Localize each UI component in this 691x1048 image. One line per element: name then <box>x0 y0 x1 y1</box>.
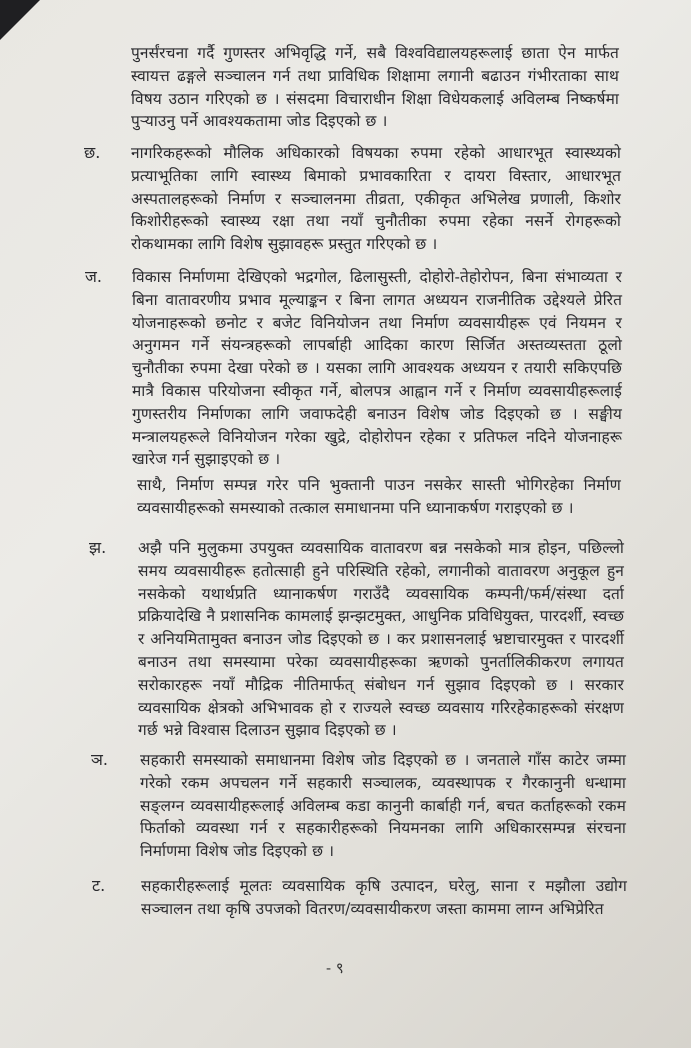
paragraph-development: विकास निर्माणमा देखिएको भद्रगोल, ढिलासुस्ती, दोहोरो-तेहोरोपन, बिना संभाव्यता र बिना वातावरणीय प्रभाव मूल्याङ्कन र बिना लागत अध्ययन राजनीतिक उद्देश्यले प्रेरित योजनाहरूको छनोट र बजेट विनियोजन तथा निर्माण व्यवसायीहरू एवं नियमन र अनुगमन गर्ने संयन्त्रहरूको लापर्बाही आदिका कारण सिर्जित अस्तव्यस्तता ठूलो चुनौतीका रुपमा देखा परेको छ । यसका लागि आवश्यक अध्ययन र तयारी सकिएपछि मात्रै विकास परियोजना स्वीकृत गर्ने, बोलपत्र आह्वान गर्ने र निर्माण व्यवसायीहरूलाई गुणस्तरीय निर्माणका लागि जवाफदेही बनाउन विशेष जोड दिइएको छ । सङ्घीय मन्त्रालयहरूले विनियोजन गरेका खुद्रे, दोहोरोपन रहेका र प्रतिफल नदिने योजनाहरू खारेज गर्न सुझाइएको छ । <box>132 268 622 469</box>
page-number: - ९ <box>326 959 344 977</box>
paragraph-marker: छ. <box>84 143 101 162</box>
page-corner-shadow <box>0 0 40 40</box>
paragraph-continuation: पुनर्संरचना गर्दै गुणस्तर अभिवृद्धि गर्ने, सबै विश्वविद्यालयहरूलाई छाता ऐन मार्फत स्वायत्त ढङ्गले सञ्चालन गर्न तथा प्राविधिक शिक्षामा लगानी बढाउन गंभीरताका साथ विषय उठान गरिएको छ । संसदमा विचाराधीन शिक्षा विधेयकलाई अविलम्ब निष्कर्षमा पुर्‍याउनु पर्ने आवश्यकतामा जोड दिइएको छ । <box>131 44 619 131</box>
paragraph-cooperatives: सहकारी समस्याको समाधानमा विशेष जोड दिइएको छ । जनताले गाँस काटेर जम्मा गरेको रकम अपचलन गर्ने सहकारी सञ्चालक, व्यवस्थापक र गैरकानुनी धन्धामा सङ्लग्न व्यवसायीहरूलाई अविलम्ब कडा कानुनी कार्बाही गर्न, बचत कर्ताहरूको रकम फिर्ताको व्यवस्था गर्न र सहकारीहरूको नियमनका लागि अधिकारसम्पन्न संरचना निर्माणमा विशेष जोड दिइएको छ । <box>140 751 626 861</box>
paragraph-marker: झ. <box>89 538 107 557</box>
paragraph-cooperative-business: सहकारीहरूलाई मूलतः व्यवसायिक कृषि उत्पादन, घरेलु, साना र मझौला उद्योग सञ्चालन तथा कृषि उपजको वितरण/व्यवसायीकरण जस्ता काममा लाग्न अभिप्रेरित <box>141 877 627 918</box>
paragraph-health: नागरिकहरूको मौलिक अधिकारको विषयका रुपमा रहेको आधारभूत स्वास्थ्यको प्रत्याभूतिका लागि स्वास्थ्य बिमाको प्रभावकारिता र दायरा विस्तार, आधारभूत अस्पतालहरूको निर्माण र सञ्चालनमा तीव्रता, एकीकृत अभिलेख प्रणाली, किशोर किशोरीहरूको स्वास्थ्य रक्षा तथा नयाँ चुनौतीका रुपमा रहेका नसर्ने रोगहरूको रोकथामका लागि विशेष सुझावहरू प्रस्तुत गरिएको छ । <box>131 144 621 254</box>
paragraph-marker: ट. <box>92 876 106 895</box>
paragraph-business-environment: अझै पनि मुलुकमा उपयुक्त व्यवसायिक वातावरण बन्न नसकेको मात्र होइन, पछिल्लो समय व्यवसायीहरू हतोत्साही हुने परिस्थिति रहेको, लगानीको वातावरण अनुकूल हुन नसकेको यथार्थप्रति ध्यानाकर्षण गराउँदै व्यवसायिक कम्पनी/फर्म/संस्था दर्ता प्रक्रियादेखि नै प्रशासनिक कामलाई झन्झटमुक्त, आधुनिक प्रविधियुक्त, पारदर्शी, स्वच्छ र अनियमितामुक्त बनाउन जोड दिइएको छ । कर प्रशासनलाई भ्रष्टाचारमुक्त र पारदर्शी बनाउन तथा समस्यामा परेका व्यवसायीहरूका ऋणको पुनर्तालिकीकरण लगायत सरोकारहरू नयाँ मौद्रिक नीतिमार्फत् संबोधन गर्न सुझाव दिइएको छ । सरकार व्यवसायिक क्षेत्रको अभिभावक हो र राज्यले स्वच्छ व्यवसाय गरिरहेकाहरूको संरक्षण गर्छ भन्ने विश्वास दिलाउन सुझाव दिइएको छ । <box>138 539 624 740</box>
paragraph-marker: ञ. <box>91 750 108 769</box>
paragraph-marker: ज. <box>85 267 102 286</box>
paragraph-construction-payments: साथै, निर्माण सम्पन्न गरेर पनि भुक्तानी पाउन नसकेर सास्ती भोगिरहेका निर्माण व्यवसायीहरूको समस्याको तत्काल समाधानमा पनि ध्यानाकर्षण गराइएको छ । <box>137 476 621 517</box>
